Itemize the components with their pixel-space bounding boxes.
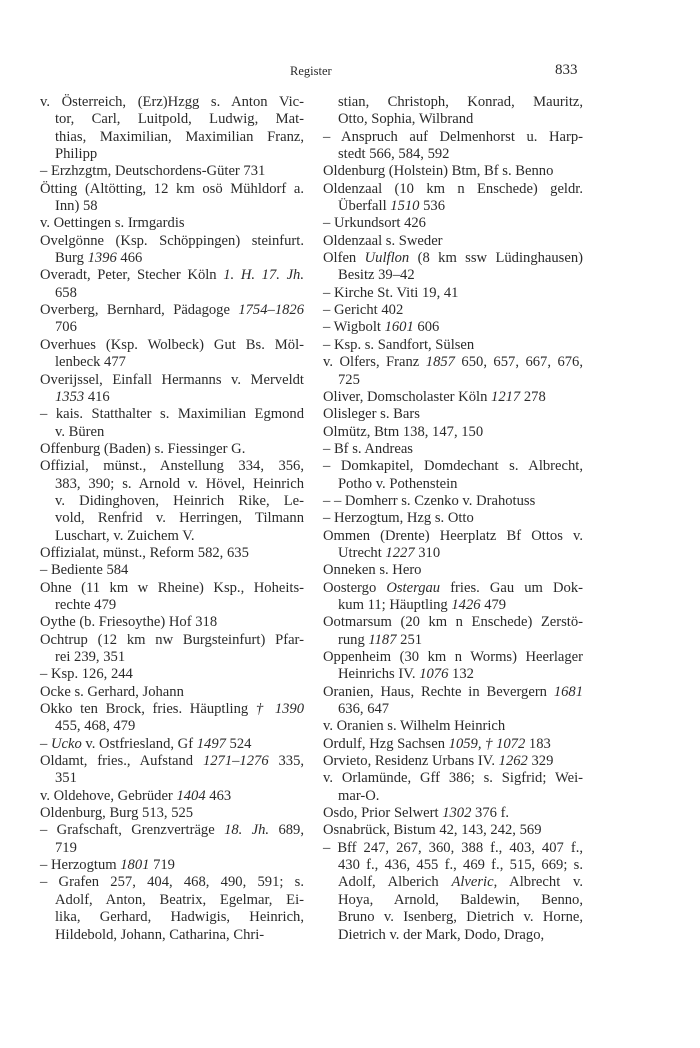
entry-continuation-line: stian, Christoph, Konrad, Mauritz, xyxy=(338,94,583,110)
entry-headword-line: Oppenheim (30 km n Worms) Heerlager xyxy=(323,649,583,665)
entry-headword-line: Ocke s. Gerhard, Johann xyxy=(40,683,184,700)
entry-headword-line: – Bediente 584 xyxy=(40,562,129,579)
entry-headword-line: Offenburg (Baden) s. Fiessinger G. xyxy=(40,440,246,457)
entry-continuation-line: kum 11; Häuptling 1426 479 xyxy=(338,596,507,613)
index-entry xyxy=(323,822,583,839)
index-entry xyxy=(40,736,304,753)
entry-headword-line: – Grafschaft, Grenzverträge 18. Jh. 689, xyxy=(40,822,304,839)
entry-headword-line: v. Österreich, (Erz)Hzgg s. Anton Vic- xyxy=(40,94,304,110)
index-column-left xyxy=(40,94,304,944)
entry-headword-line: Offizial, münst., Anstellung 334, 356, xyxy=(40,458,304,475)
index-entry xyxy=(323,562,583,579)
entry-headword-line: Offizialat, münst., Reform 582, 635 xyxy=(40,544,249,561)
entry-headword-line: Ochtrup (12 km nw Burgsteinfurt) Pfar- xyxy=(40,631,304,648)
index-entry xyxy=(323,250,583,285)
entry-continuation-line: mar-O. xyxy=(338,787,380,804)
entry-headword-line: Osnabrück, Bistum 42, 143, 242, 569 xyxy=(323,822,542,839)
entry-headword-line: Olfen Uulflon (8 km ssw Lüdinghausen) xyxy=(323,250,583,267)
index-entry xyxy=(40,874,304,943)
entry-continuation-line: Hildebold, Johann, Catharina, Chri- xyxy=(55,926,265,943)
index-entry xyxy=(323,510,583,527)
index-entry xyxy=(40,562,304,579)
entry-continuation-line: Potho v. Pothenstein xyxy=(338,475,458,492)
entry-headword-line: – Bf s. Andreas xyxy=(323,440,413,457)
entry-headword-line: Ommen (Drente) Heerplatz Bf Ottos v. xyxy=(323,527,583,544)
entry-headword-line: – Herzogtum 1801 719 xyxy=(40,857,175,874)
entry-headword-line: Olisleger s. Bars xyxy=(323,406,420,423)
index-entry xyxy=(323,458,583,493)
entry-continuation-line: Utrecht 1227 310 xyxy=(338,544,441,561)
index-entry xyxy=(40,805,304,822)
entry-headword-line: Overhues (Ksp. Wolbeck) Gut Bs. Möl- xyxy=(40,336,304,353)
index-entry xyxy=(40,580,304,615)
index-entry xyxy=(323,736,583,753)
entry-continuation-line: 455, 468, 479 xyxy=(55,718,136,735)
index-entry xyxy=(40,822,304,857)
entry-headword-line: – Urkundsort 426 xyxy=(323,215,426,232)
entry-continuation-line: v. Büren xyxy=(55,423,105,440)
entry-headword-line: Ohne (11 km w Rheine) Ksp., Hoheits- xyxy=(40,579,304,596)
entry-headword-line: Orvieto, Residenz Urbans IV. 1262 329 xyxy=(323,753,554,770)
entry-headword-line: Overijssel, Einfall Hermanns v. Merveldt xyxy=(40,371,304,388)
index-entry xyxy=(40,545,304,562)
entry-continuation-line: Luschart, v. Zuichem V. xyxy=(55,527,195,544)
index-entry xyxy=(40,857,304,874)
index-entry xyxy=(323,684,583,719)
index-entry xyxy=(323,94,583,129)
entry-continuation-line: Adolf, Anton, Beatrix, Egelmar, Ei- xyxy=(55,891,304,908)
entry-continuation-line: rei 239, 351 xyxy=(55,649,126,665)
entry-headword-line: – Ksp. s. Sandfort, Sülsen xyxy=(323,336,475,353)
entry-continuation-line: Burg 1396 466 xyxy=(55,250,143,267)
index-entry xyxy=(40,267,304,302)
entry-continuation-line: Dietrich v. der Mark, Dodo, Drago, xyxy=(338,926,545,943)
index-entry xyxy=(40,684,304,701)
entry-headword-line: v. Oranien s. Wilhelm Heinrich xyxy=(323,718,506,735)
entry-continuation-line: Überfall 1510 536 xyxy=(338,198,446,215)
index-entry xyxy=(323,580,583,615)
entry-headword-line: Ootmarsum (20 km n Enschede) Zerstö- xyxy=(323,614,583,631)
entry-headword-line: Ovelgönne (Ksp. Schöppingen) steinfurt. xyxy=(40,232,304,249)
index-entry xyxy=(323,285,583,302)
index-entry xyxy=(323,840,583,944)
entry-continuation-line: thias, Maximilian, Maximilian Franz, xyxy=(55,128,304,145)
entry-continuation-line: 706 xyxy=(55,319,77,336)
entry-continuation-line: 383, 390; s. Arnold v. Hövel, Heinrich xyxy=(55,475,304,492)
entry-continuation-line: Heinrichs IV. 1076 132 xyxy=(338,666,474,683)
entry-continuation-line: Adolf, Alberich Alveric, Albrecht v. xyxy=(338,874,583,891)
entry-continuation-line: v. Didinghoven, Heinrich Rike, Le- xyxy=(55,492,304,509)
entry-headword-line: Oythe (b. Friesoythe) Hof 318 xyxy=(40,614,218,631)
index-entry xyxy=(40,441,304,458)
entry-headword-line: – Gericht 402 xyxy=(323,302,404,319)
entry-continuation-line: Inn) 58 xyxy=(55,198,98,215)
index-entry xyxy=(323,805,583,822)
index-entry xyxy=(40,632,304,667)
entry-headword-line: v. Oldehove, Gebrüder 1404 463 xyxy=(40,787,232,804)
entry-headword-line: Overberg, Bernhard, Pädagoge 1754–1826 xyxy=(40,302,304,319)
entry-headword-line: Overadt, Peter, Stecher Köln 1. H. 17. Jh. xyxy=(40,267,304,284)
index-entry xyxy=(323,718,583,735)
entry-continuation-line: lenbeck 477 xyxy=(55,354,126,371)
entry-headword-line: – Grafen 257, 404, 468, 490, 591; s. xyxy=(40,874,304,891)
entry-continuation-line: Philipp xyxy=(55,146,98,163)
index-entry xyxy=(40,666,304,683)
entry-headword-line: Olmütz, Btm 138, 147, 150 xyxy=(323,423,484,440)
index-entry xyxy=(40,181,304,216)
entry-continuation-line: tor, Carl, Luitpold, Ludwig, Mat- xyxy=(55,111,304,128)
page-number: 833 xyxy=(555,62,578,78)
entry-headword-line: – kais. Statthalter s. Maximilian Egmond xyxy=(40,406,304,423)
entry-continuation-line: lika, Gerhard, Hadwigis, Heinrich, xyxy=(55,909,304,926)
index-entry xyxy=(323,233,583,250)
entry-continuation-line: 719 xyxy=(55,839,77,856)
entry-headword-line: Oldamt, fries., Aufstand 1271–1276 335, xyxy=(40,753,305,770)
index-entry xyxy=(323,753,583,770)
index-entry xyxy=(40,94,304,163)
entry-continuation-line: 725 xyxy=(338,371,360,388)
entry-headword-line: Oldenburg, Burg 513, 525 xyxy=(40,805,194,822)
index-entry xyxy=(323,302,583,319)
index-entry xyxy=(40,372,304,407)
entry-continuation-line: stedt 566, 584, 592 xyxy=(338,146,450,163)
index-entry xyxy=(323,163,583,180)
entry-headword-line: Ordulf, Hzg Sachsen 1059, † 1072 183 xyxy=(323,735,551,752)
index-entry xyxy=(323,493,583,510)
entry-headword-line: v. Olfers, Franz 1857 650, 657, 667, 676, xyxy=(323,354,583,371)
entry-continuation-line: Bruno v. Isenberg, Dietrich v. Horne, xyxy=(338,909,583,926)
index-entry xyxy=(323,528,583,563)
entry-continuation-line: 1353 416 xyxy=(55,388,110,405)
entry-headword-line: – Erzhzgtm, Deutschordens-Güter 731 xyxy=(40,163,266,180)
entry-headword-line: v. Orlamünde, Gff 386; s. Sigfrid; Wei- xyxy=(323,770,583,787)
index-entry xyxy=(323,319,583,336)
index-entry xyxy=(40,614,304,631)
entry-headword-line: – Ucko v. Ostfriesland, Gf 1497 524 xyxy=(40,735,252,752)
entry-headword-line: – Ksp. 126, 244 xyxy=(40,666,133,683)
entry-headword-line: v. Oettingen s. Irmgardis xyxy=(40,215,185,232)
entry-headword-line: Okko ten Brock, fries. Häuptling † 1390 xyxy=(40,701,305,718)
entry-headword-line: Onneken s. Hero xyxy=(323,562,422,579)
index-entry xyxy=(323,406,583,423)
entry-continuation-line: rung 1187 251 xyxy=(338,631,423,648)
entry-continuation-line: 430 f., 436, 455 f., 469 f., 515, 669; s. xyxy=(338,857,583,874)
index-entry xyxy=(323,389,583,406)
index-entry xyxy=(40,458,304,545)
entry-headword-line: – – Domherr s. Czenko v. Drahotuss xyxy=(323,492,536,509)
index-entry xyxy=(323,770,583,805)
entry-headword-line: Oliver, Domscholaster Köln 1217 278 xyxy=(323,388,546,405)
entry-headword-line: – Wigbolt 1601 606 xyxy=(323,319,440,336)
index-entry xyxy=(323,614,583,649)
index-entry xyxy=(323,129,583,164)
index-entry xyxy=(40,406,304,441)
index-entry xyxy=(40,215,304,232)
entry-headword-line: – Anspruch auf Delmenhorst u. Harp- xyxy=(323,128,583,145)
index-entry xyxy=(40,233,304,268)
entry-headword-line: Ötting (Altötting, 12 km osö Mühldorf a. xyxy=(40,180,304,197)
entry-headword-line: – Bff 247, 267, 360, 388 f., 403, 407 f., xyxy=(323,839,583,856)
index-entry xyxy=(40,302,304,337)
entry-headword-line: Oldenzaal s. Sweder xyxy=(323,232,443,249)
index-column-right xyxy=(323,94,583,944)
index-entry xyxy=(323,441,583,458)
entry-headword-line: Oranien, Haus, Rechte in Bevergern 1681 xyxy=(323,683,583,700)
entry-headword-line: – Herzogtum, Hzg s. Otto xyxy=(323,510,474,527)
entry-continuation-line: 658 xyxy=(55,284,77,301)
index-entry xyxy=(40,163,304,180)
entry-continuation-line: rechte 479 xyxy=(55,596,117,613)
entry-continuation-line: 351 xyxy=(55,770,77,787)
entry-headword-line: – Kirche St. Viti 19, 41 xyxy=(323,284,459,301)
index-entry xyxy=(323,649,583,684)
entry-headword-line: Oldenzaal (10 km n Enschede) geldr. xyxy=(323,180,583,197)
index-entry xyxy=(40,337,304,372)
entry-continuation-line: Hoya, Arnold, Baldewin, Benno, xyxy=(338,891,583,908)
entry-headword-line: Oostergo Ostergau fries. Gau um Dok- xyxy=(323,579,583,596)
entry-headword-line: Osdo, Prior Selwert 1302 376 f. xyxy=(323,805,510,822)
index-entry xyxy=(323,424,583,441)
index-entry xyxy=(40,701,304,736)
index-entry xyxy=(323,337,583,354)
entry-continuation-line: 636, 647 xyxy=(338,701,390,718)
index-entry xyxy=(323,354,583,389)
index-entry xyxy=(40,753,304,788)
index-entry xyxy=(323,181,583,216)
entry-headword-line: Oldenburg (Holstein) Btm, Bf s. Benno xyxy=(323,163,554,180)
running-head: Register xyxy=(290,64,332,78)
index-entry xyxy=(40,788,304,805)
entry-headword-line: – Domkapitel, Domdechant s. Albrecht, xyxy=(323,458,583,475)
entry-continuation-line: Otto, Sophia, Wilbrand xyxy=(338,111,474,128)
entry-continuation-line: vold, Renfrid v. Herringen, Tilmann xyxy=(55,510,304,527)
entry-continuation-line: Besitz 39–42 xyxy=(338,267,415,284)
index-entry xyxy=(323,215,583,232)
